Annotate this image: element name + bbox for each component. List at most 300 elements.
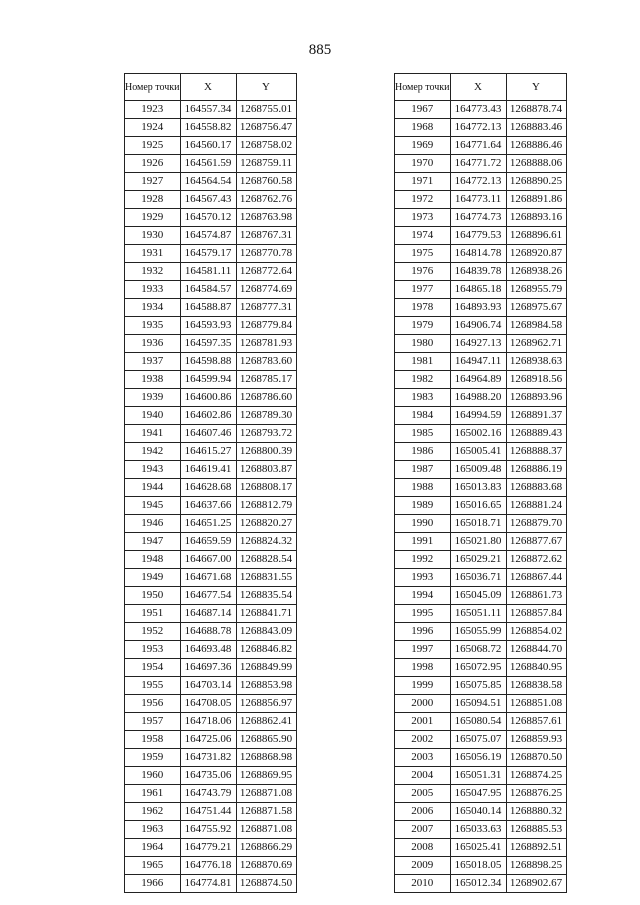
- point-number-cell: 1994: [395, 587, 451, 605]
- x-coordinate-cell: 164570.12: [180, 209, 236, 227]
- y-coordinate-cell: 1268762.76: [236, 191, 296, 209]
- y-coordinate-cell: 1268871.08: [236, 785, 296, 803]
- x-coordinate-cell: 164927.13: [450, 335, 506, 353]
- x-coordinate-cell: 164599.94: [180, 371, 236, 389]
- table-row: [125, 299, 297, 317]
- x-coordinate-cell: 164774.73: [450, 209, 506, 227]
- x-coordinate-cell: 165018.05: [450, 857, 506, 875]
- x-coordinate-cell: 164964.89: [450, 371, 506, 389]
- point-number-cell: 1931: [125, 245, 181, 263]
- point-number-cell: 1984: [395, 407, 451, 425]
- table-row: [395, 191, 567, 209]
- point-number-cell: 1989: [395, 497, 451, 515]
- y-coordinate-cell: 1268886.46: [506, 137, 566, 155]
- point-number-cell: 1929: [125, 209, 181, 227]
- table-row: [125, 605, 297, 623]
- table-row: [395, 677, 567, 695]
- point-number-cell: 2000: [395, 695, 451, 713]
- point-number-cell: 1954: [125, 659, 181, 677]
- x-coordinate-cell: 164597.35: [180, 335, 236, 353]
- x-coordinate-cell: 165051.31: [450, 767, 506, 785]
- point-number-cell: 2005: [395, 785, 451, 803]
- x-coordinate-cell: 165055.99: [450, 623, 506, 641]
- table-row: [395, 407, 567, 425]
- x-coordinate-cell: 164718.06: [180, 713, 236, 731]
- y-coordinate-cell: 1268867.44: [506, 569, 566, 587]
- table-row: [395, 299, 567, 317]
- x-coordinate-cell: 164557.34: [180, 101, 236, 119]
- table-row: [125, 533, 297, 551]
- x-coordinate-cell: 164772.13: [450, 119, 506, 137]
- table-row: [125, 785, 297, 803]
- point-number-cell: 1958: [125, 731, 181, 749]
- x-coordinate-cell: 165018.71: [450, 515, 506, 533]
- table-row: [395, 839, 567, 857]
- x-header: X: [450, 74, 506, 101]
- x-coordinate-cell: 164671.68: [180, 569, 236, 587]
- x-coordinate-cell: 165002.16: [450, 425, 506, 443]
- x-coordinate-cell: 164651.25: [180, 515, 236, 533]
- point-number-cell: 1961: [125, 785, 181, 803]
- table-row: [125, 101, 297, 119]
- point-number-cell: 1981: [395, 353, 451, 371]
- point-number-cell: 1928: [125, 191, 181, 209]
- table-row: [125, 587, 297, 605]
- point-number-cell: 1968: [395, 119, 451, 137]
- table-row: [395, 821, 567, 839]
- point-number-cell: 1951: [125, 605, 181, 623]
- y-coordinate-cell: 1268824.32: [236, 533, 296, 551]
- x-coordinate-cell: 165016.65: [450, 497, 506, 515]
- x-coordinate-cell: 164865.18: [450, 281, 506, 299]
- y-coordinate-cell: 1268878.74: [506, 101, 566, 119]
- point-number-cell: 1969: [395, 137, 451, 155]
- x-coordinate-cell: 164659.59: [180, 533, 236, 551]
- point-number-cell: 1923: [125, 101, 181, 119]
- point-number-cell: 1960: [125, 767, 181, 785]
- x-coordinate-cell: 164561.59: [180, 155, 236, 173]
- y-coordinate-cell: 1268840.95: [506, 659, 566, 677]
- table-row: [125, 173, 297, 191]
- point-number-cell: 1970: [395, 155, 451, 173]
- x-coordinate-cell: 165047.95: [450, 785, 506, 803]
- table-row: [125, 551, 297, 569]
- coordinates-table-right-body: [395, 101, 567, 893]
- table-row: [125, 137, 297, 155]
- y-coordinate-cell: 1268870.50: [506, 749, 566, 767]
- point-number-cell: 1936: [125, 335, 181, 353]
- y-coordinate-cell: 1268772.64: [236, 263, 296, 281]
- x-coordinate-cell: 164564.54: [180, 173, 236, 191]
- y-coordinate-cell: 1268835.54: [236, 587, 296, 605]
- point-number-cell: 1980: [395, 335, 451, 353]
- point-number-cell: 1945: [125, 497, 181, 515]
- point-number-cell: 1943: [125, 461, 181, 479]
- y-coordinate-cell: 1268763.98: [236, 209, 296, 227]
- x-coordinate-cell: 164814.78: [450, 245, 506, 263]
- table-header-row: [395, 74, 567, 101]
- point-number-cell: 1978: [395, 299, 451, 317]
- table-row: [395, 857, 567, 875]
- x-coordinate-cell: 164731.82: [180, 749, 236, 767]
- table-row: [395, 695, 567, 713]
- point-number-cell: 1963: [125, 821, 181, 839]
- point-number-cell: 1974: [395, 227, 451, 245]
- x-coordinate-cell: 164779.53: [450, 227, 506, 245]
- x-coordinate-cell: 164600.86: [180, 389, 236, 407]
- table-row: [125, 227, 297, 245]
- point-number-cell: 1957: [125, 713, 181, 731]
- point-number-cell: 1987: [395, 461, 451, 479]
- x-coordinate-cell: 165094.51: [450, 695, 506, 713]
- y-coordinate-cell: 1268886.19: [506, 461, 566, 479]
- y-coordinate-cell: 1268870.69: [236, 857, 296, 875]
- y-coordinate-cell: 1268758.02: [236, 137, 296, 155]
- y-coordinate-cell: 1268849.99: [236, 659, 296, 677]
- table-row: [125, 443, 297, 461]
- y-coordinate-cell: 1268767.31: [236, 227, 296, 245]
- point-number-cell: 1999: [395, 677, 451, 695]
- x-header: X: [180, 74, 236, 101]
- table-row: [125, 479, 297, 497]
- table-row: [125, 353, 297, 371]
- table-row: [395, 875, 567, 893]
- x-coordinate-cell: 165033.63: [450, 821, 506, 839]
- x-coordinate-cell: 164667.00: [180, 551, 236, 569]
- point-number-cell: 1933: [125, 281, 181, 299]
- table-row: [395, 119, 567, 137]
- y-coordinate-cell: 1268898.25: [506, 857, 566, 875]
- x-coordinate-cell: 164893.93: [450, 299, 506, 317]
- table-row: [395, 659, 567, 677]
- y-coordinate-cell: 1268865.90: [236, 731, 296, 749]
- x-coordinate-cell: 165025.41: [450, 839, 506, 857]
- y-coordinate-cell: 1268889.43: [506, 425, 566, 443]
- point-number-cell: 1998: [395, 659, 451, 677]
- x-coordinate-cell: 164593.93: [180, 317, 236, 335]
- y-coordinate-cell: 1268803.87: [236, 461, 296, 479]
- x-coordinate-cell: 165040.14: [450, 803, 506, 821]
- x-coordinate-cell: 165005.41: [450, 443, 506, 461]
- table-row: [395, 209, 567, 227]
- x-coordinate-cell: 164581.11: [180, 263, 236, 281]
- y-coordinate-cell: 1268856.97: [236, 695, 296, 713]
- table-row: [395, 533, 567, 551]
- point-number-cell: 1949: [125, 569, 181, 587]
- table-row: [125, 119, 297, 137]
- page-number: 885: [308, 42, 332, 58]
- y-coordinate-cell: 1268872.62: [506, 551, 566, 569]
- y-coordinate-cell: 1268759.11: [236, 155, 296, 173]
- y-coordinate-cell: 1268851.08: [506, 695, 566, 713]
- x-coordinate-cell: 165012.34: [450, 875, 506, 893]
- y-coordinate-cell: 1268779.84: [236, 317, 296, 335]
- point-number-cell: 1976: [395, 263, 451, 281]
- x-coordinate-cell: 164560.17: [180, 137, 236, 155]
- table-row: [125, 155, 297, 173]
- x-coordinate-cell: 164637.66: [180, 497, 236, 515]
- table-row: [125, 803, 297, 821]
- y-coordinate-cell: 1268853.98: [236, 677, 296, 695]
- point-number-cell: 1995: [395, 605, 451, 623]
- table-row: [125, 281, 297, 299]
- x-coordinate-cell: 164906.74: [450, 317, 506, 335]
- y-coordinate-cell: 1268920.87: [506, 245, 566, 263]
- y-coordinate-cell: 1268843.09: [236, 623, 296, 641]
- x-coordinate-cell: 164687.14: [180, 605, 236, 623]
- table-row: [395, 155, 567, 173]
- table-row: [395, 551, 567, 569]
- point-number-cell: 2007: [395, 821, 451, 839]
- x-coordinate-cell: 165045.09: [450, 587, 506, 605]
- table-row: [125, 821, 297, 839]
- x-coordinate-cell: 164558.82: [180, 119, 236, 137]
- table-row: [395, 569, 567, 587]
- x-coordinate-cell: 165072.95: [450, 659, 506, 677]
- table-row: [125, 209, 297, 227]
- table-row: [395, 101, 567, 119]
- table-row: [395, 605, 567, 623]
- y-coordinate-cell: 1268861.73: [506, 587, 566, 605]
- table-row: [125, 857, 297, 875]
- y-coordinate-cell: 1268859.93: [506, 731, 566, 749]
- y-coordinate-cell: 1268880.32: [506, 803, 566, 821]
- y-coordinate-cell: 1268774.69: [236, 281, 296, 299]
- point-number-cell: 1952: [125, 623, 181, 641]
- x-coordinate-cell: 165075.85: [450, 677, 506, 695]
- point-number-cell: 2001: [395, 713, 451, 731]
- y-coordinate-cell: 1268938.26: [506, 263, 566, 281]
- x-coordinate-cell: 165021.80: [450, 533, 506, 551]
- y-coordinate-cell: 1268893.16: [506, 209, 566, 227]
- y-coordinate-cell: 1268885.53: [506, 821, 566, 839]
- point-number-cell: 1979: [395, 317, 451, 335]
- y-coordinate-cell: 1268888.37: [506, 443, 566, 461]
- point-number-cell: 2006: [395, 803, 451, 821]
- x-coordinate-cell: 165013.83: [450, 479, 506, 497]
- y-coordinate-cell: 1268869.95: [236, 767, 296, 785]
- point-number-cell: 1955: [125, 677, 181, 695]
- table-row: [395, 767, 567, 785]
- table-row: [395, 263, 567, 281]
- point-number-cell: 1992: [395, 551, 451, 569]
- table-row: [395, 497, 567, 515]
- y-coordinate-cell: 1268955.79: [506, 281, 566, 299]
- point-number-cell: 1946: [125, 515, 181, 533]
- y-coordinate-cell: 1268800.39: [236, 443, 296, 461]
- table-row: [125, 263, 297, 281]
- table-row: [395, 227, 567, 245]
- y-coordinate-cell: 1268808.17: [236, 479, 296, 497]
- table-row: [125, 623, 297, 641]
- point-number-cell: 1924: [125, 119, 181, 137]
- y-coordinate-cell: 1268892.51: [506, 839, 566, 857]
- table-row: [395, 623, 567, 641]
- y-coordinate-cell: 1268879.70: [506, 515, 566, 533]
- y-coordinate-cell: 1268857.61: [506, 713, 566, 731]
- point-number-cell: 1950: [125, 587, 181, 605]
- table-row: [395, 353, 567, 371]
- point-number-cell: 2008: [395, 839, 451, 857]
- table-row: [125, 569, 297, 587]
- x-coordinate-cell: 164693.48: [180, 641, 236, 659]
- y-coordinate-cell: 1268881.24: [506, 497, 566, 515]
- x-coordinate-cell: 164743.79: [180, 785, 236, 803]
- y-coordinate-cell: 1268891.37: [506, 407, 566, 425]
- point-number-cell: 1937: [125, 353, 181, 371]
- point-number-cell: 1930: [125, 227, 181, 245]
- point-number-cell: 1990: [395, 515, 451, 533]
- x-coordinate-cell: 165075.07: [450, 731, 506, 749]
- y-coordinate-cell: 1268786.60: [236, 389, 296, 407]
- point-number-header: Номер точки: [395, 74, 451, 101]
- x-coordinate-cell: 164598.88: [180, 353, 236, 371]
- table-row: [395, 137, 567, 155]
- point-number-cell: 1925: [125, 137, 181, 155]
- point-number-cell: 2009: [395, 857, 451, 875]
- point-number-cell: 1959: [125, 749, 181, 767]
- x-coordinate-cell: 165056.19: [450, 749, 506, 767]
- table-row: [125, 389, 297, 407]
- y-coordinate-cell: 1268854.02: [506, 623, 566, 641]
- point-number-cell: 1985: [395, 425, 451, 443]
- y-coordinate-cell: 1268841.71: [236, 605, 296, 623]
- point-number-cell: 1975: [395, 245, 451, 263]
- point-number-cell: 1935: [125, 317, 181, 335]
- y-coordinate-cell: 1268877.67: [506, 533, 566, 551]
- point-number-cell: 1973: [395, 209, 451, 227]
- x-coordinate-cell: 164776.18: [180, 857, 236, 875]
- point-number-cell: 1991: [395, 533, 451, 551]
- y-header: Y: [236, 74, 296, 101]
- table-row: [395, 443, 567, 461]
- table-row: [125, 515, 297, 533]
- point-number-cell: 1997: [395, 641, 451, 659]
- y-coordinate-cell: 1268888.06: [506, 155, 566, 173]
- point-number-cell: 1934: [125, 299, 181, 317]
- y-coordinate-cell: 1268862.41: [236, 713, 296, 731]
- table-row: [125, 875, 297, 893]
- point-number-cell: 2010: [395, 875, 451, 893]
- point-number-cell: 2003: [395, 749, 451, 767]
- x-coordinate-cell: 164771.72: [450, 155, 506, 173]
- point-number-cell: 1964: [125, 839, 181, 857]
- x-coordinate-cell: 165068.72: [450, 641, 506, 659]
- y-coordinate-cell: 1268871.58: [236, 803, 296, 821]
- coordinates-table-right: [394, 73, 567, 893]
- table-row: [395, 461, 567, 479]
- x-coordinate-cell: 165009.48: [450, 461, 506, 479]
- point-number-cell: 1947: [125, 533, 181, 551]
- x-coordinate-cell: 165080.54: [450, 713, 506, 731]
- point-number-cell: 1972: [395, 191, 451, 209]
- x-coordinate-cell: 164994.59: [450, 407, 506, 425]
- y-coordinate-cell: 1268770.78: [236, 245, 296, 263]
- y-coordinate-cell: 1268871.08: [236, 821, 296, 839]
- point-number-cell: 1941: [125, 425, 181, 443]
- table-row: [395, 749, 567, 767]
- x-coordinate-cell: 164988.20: [450, 389, 506, 407]
- table-row: [125, 461, 297, 479]
- x-coordinate-cell: 164751.44: [180, 803, 236, 821]
- point-number-cell: 1939: [125, 389, 181, 407]
- table-header-row: [125, 74, 297, 101]
- x-coordinate-cell: 164688.78: [180, 623, 236, 641]
- x-coordinate-cell: 164567.43: [180, 191, 236, 209]
- table-row: [395, 317, 567, 335]
- x-coordinate-cell: 164735.06: [180, 767, 236, 785]
- table-row: [125, 677, 297, 695]
- y-coordinate-cell: 1268874.25: [506, 767, 566, 785]
- table-row: [125, 335, 297, 353]
- point-number-cell: 1927: [125, 173, 181, 191]
- x-coordinate-cell: 164703.14: [180, 677, 236, 695]
- x-coordinate-cell: 165029.21: [450, 551, 506, 569]
- x-coordinate-cell: 164755.92: [180, 821, 236, 839]
- table-row: [125, 731, 297, 749]
- y-coordinate-cell: 1268868.98: [236, 749, 296, 767]
- y-coordinate-cell: 1268874.50: [236, 875, 296, 893]
- table-row: [125, 497, 297, 515]
- table-row: [395, 425, 567, 443]
- table-row: [395, 641, 567, 659]
- y-coordinate-cell: 1268896.61: [506, 227, 566, 245]
- table-row: [395, 731, 567, 749]
- y-coordinate-cell: 1268938.63: [506, 353, 566, 371]
- y-coordinate-cell: 1268866.29: [236, 839, 296, 857]
- point-number-cell: 1944: [125, 479, 181, 497]
- y-coordinate-cell: 1268781.93: [236, 335, 296, 353]
- table-row: [125, 317, 297, 335]
- x-coordinate-cell: 164584.57: [180, 281, 236, 299]
- point-number-cell: 1982: [395, 371, 451, 389]
- y-header: Y: [506, 74, 566, 101]
- table-row: [125, 371, 297, 389]
- x-coordinate-cell: 165051.11: [450, 605, 506, 623]
- x-coordinate-cell: 164607.46: [180, 425, 236, 443]
- x-coordinate-cell: 164697.36: [180, 659, 236, 677]
- x-coordinate-cell: 164619.41: [180, 461, 236, 479]
- table-row: [395, 245, 567, 263]
- point-number-cell: 1932: [125, 263, 181, 281]
- table-row: [395, 371, 567, 389]
- x-coordinate-cell: 164774.81: [180, 875, 236, 893]
- x-coordinate-cell: 164779.21: [180, 839, 236, 857]
- y-coordinate-cell: 1268812.79: [236, 497, 296, 515]
- x-coordinate-cell: 164677.54: [180, 587, 236, 605]
- x-coordinate-cell: 164708.05: [180, 695, 236, 713]
- y-coordinate-cell: 1268918.56: [506, 371, 566, 389]
- table-row: [125, 767, 297, 785]
- x-coordinate-cell: 164579.17: [180, 245, 236, 263]
- y-coordinate-cell: 1268785.17: [236, 371, 296, 389]
- point-number-cell: 1948: [125, 551, 181, 569]
- table-row: [125, 245, 297, 263]
- x-coordinate-cell: 165036.71: [450, 569, 506, 587]
- table-row: [395, 587, 567, 605]
- y-coordinate-cell: 1268793.72: [236, 425, 296, 443]
- y-coordinate-cell: 1268984.58: [506, 317, 566, 335]
- table-row: [125, 191, 297, 209]
- table-row: [125, 407, 297, 425]
- point-number-cell: 1962: [125, 803, 181, 821]
- y-coordinate-cell: 1268883.46: [506, 119, 566, 137]
- point-number-cell: 1938: [125, 371, 181, 389]
- y-coordinate-cell: 1268890.25: [506, 173, 566, 191]
- y-coordinate-cell: 1268820.27: [236, 515, 296, 533]
- y-coordinate-cell: 1268893.96: [506, 389, 566, 407]
- x-coordinate-cell: 164725.06: [180, 731, 236, 749]
